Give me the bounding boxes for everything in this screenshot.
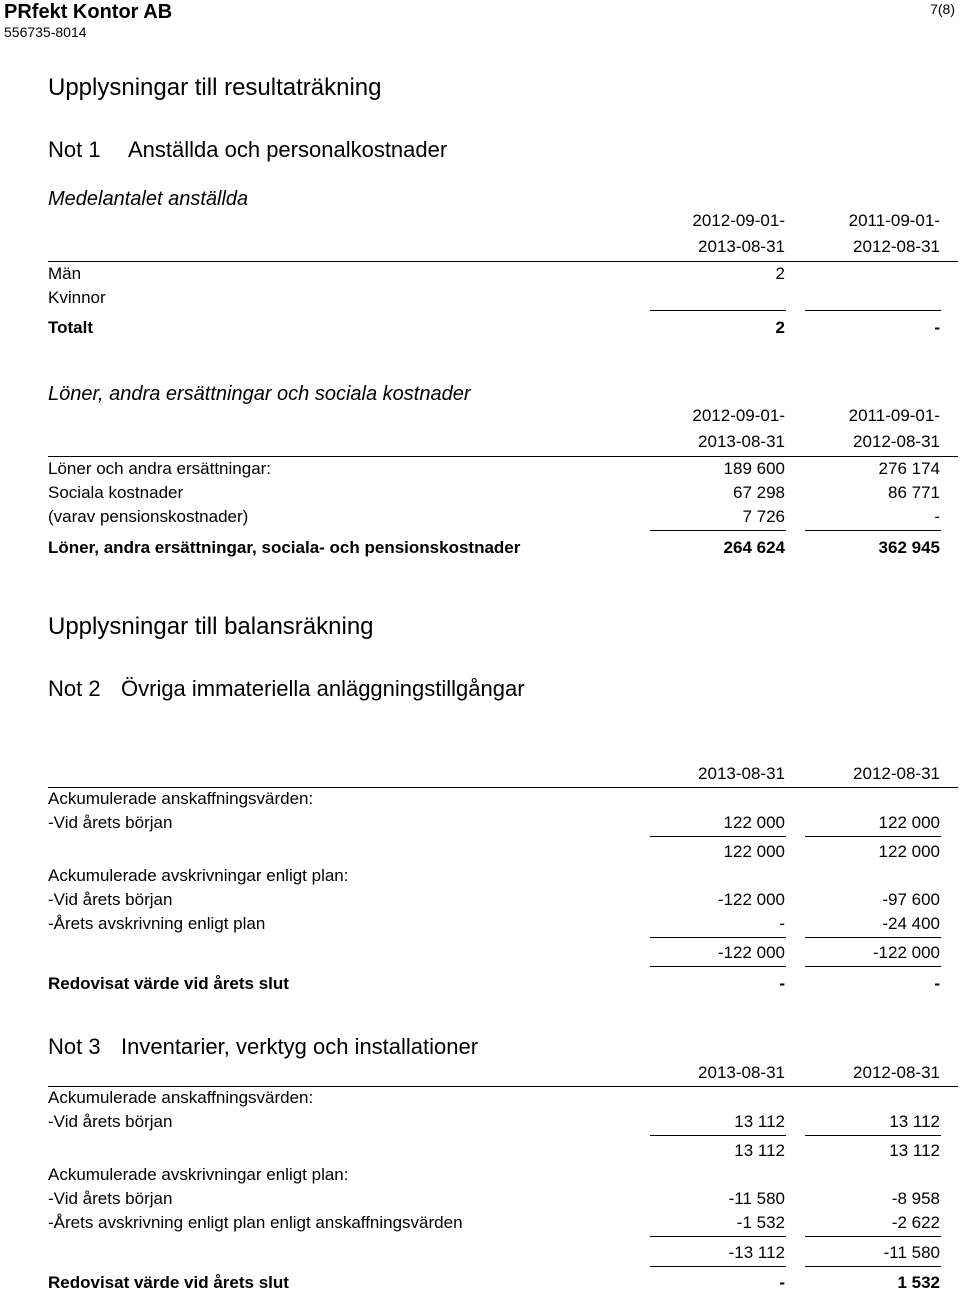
employees-total-value: - <box>934 318 940 337</box>
note2-dep-row-label: -Årets avskrivning enligt plan <box>48 914 266 933</box>
salaries-col1-line2: 2013-08-31 <box>698 432 785 451</box>
note3-acq-label: Ackumulerade anskaffningsvärden: <box>48 1088 314 1107</box>
note2-col2-header: 2012-08-31 <box>853 764 940 783</box>
salaries-col2-line2: 2012-08-31 <box>853 432 940 451</box>
employees-row-label: Män <box>48 264 82 283</box>
employees-row-value: 2 <box>775 264 785 283</box>
note2-result-value: - <box>779 974 785 993</box>
employees-sum-rule <box>650 310 786 311</box>
note2-dep-row-label: -Vid årets början <box>48 890 173 909</box>
note2-dep-sum-rule <box>805 937 941 938</box>
note2-acq-sum-rule <box>805 836 941 837</box>
note3-dep-sum-rule <box>650 1236 786 1237</box>
note2-acq-sum: 122 000 <box>878 842 940 861</box>
salaries-row-label: Sociala kostnader <box>48 483 184 502</box>
note3-col2-header: 2012-08-31 <box>853 1063 940 1082</box>
salaries-row-label: Löner och andra ersättningar: <box>48 459 272 478</box>
note3-dep-row-value: -2 622 <box>891 1213 940 1232</box>
note3-number: Not 3 <box>48 1034 101 1059</box>
note2-number: Not 2 <box>48 676 101 701</box>
note2-dep-row-value: -122 000 <box>717 890 785 909</box>
note2-dep-row-value: - <box>779 914 785 933</box>
note3-result-rule <box>805 1266 941 1267</box>
salaries-row-value: 276 174 <box>878 459 940 478</box>
salaries-row-label: (varav pensionskostnader) <box>48 507 249 526</box>
note3-acq-row-label: -Vid årets början <box>48 1112 173 1131</box>
note3-dep-row-value: -11 580 <box>728 1189 785 1208</box>
employees-col2-line2: 2012-08-31 <box>853 237 940 256</box>
note2-acq-row-label: -Vid årets början <box>48 813 173 832</box>
employees-col1-line2: 2013-08-31 <box>698 237 785 256</box>
salaries-col1-line1: 2012-09-01- <box>692 406 785 425</box>
income-statement-title: Upplysningar till resultaträkning <box>48 74 382 101</box>
note2-acq-sum: 122 000 <box>723 842 785 861</box>
note2-dep-row-value: -97 600 <box>882 890 940 909</box>
note2-acq-row-value: 122 000 <box>878 813 940 832</box>
salaries-sum-rule <box>805 530 941 531</box>
note3-dep-sum: -11 580 <box>883 1243 940 1262</box>
salaries-total-value: 264 624 <box>723 538 785 557</box>
employees-total-label: Totalt <box>48 318 94 337</box>
note1-number: Not 1 <box>48 137 101 162</box>
note3-dep-row-value: -1 532 <box>736 1213 785 1232</box>
note1-title: Anställda och personalkostnader <box>128 137 448 162</box>
salaries-header-rule <box>48 456 958 457</box>
salaries-row-value: 86 771 <box>888 483 940 502</box>
note3-dep-row-label: -Vid årets början <box>48 1189 173 1208</box>
salaries-row-value: 67 298 <box>733 483 785 502</box>
note3-result-value: - <box>779 1273 785 1292</box>
note2-title: Övriga immateriella anläggningstillgångar <box>121 676 525 701</box>
note3-acq-row-value: 13 112 <box>889 1112 940 1131</box>
company-name: PRfekt Kontor AB <box>4 1 173 23</box>
note3-result-label: Redovisat värde vid årets slut <box>48 1273 289 1292</box>
note2-dep-label: Ackumulerade avskrivningar enligt plan: <box>48 866 349 885</box>
note2-acq-row-value: 122 000 <box>723 813 785 832</box>
salaries-row-value: 189 600 <box>723 459 785 478</box>
note2-dep-sum-rule <box>650 937 786 938</box>
note3-acq-sum: 13 112 <box>889 1141 940 1160</box>
note3-acq-row-value: 13 112 <box>734 1112 785 1131</box>
employees-col1-line1: 2012-09-01- <box>692 211 785 230</box>
note3-dep-row-label: -Årets avskrivning enligt plan enligt anskaffningsvärden <box>48 1213 463 1232</box>
note3-acq-sum-rule <box>805 1135 941 1136</box>
note3-header-rule <box>48 1086 958 1087</box>
note3-acq-sum: 13 112 <box>734 1141 785 1160</box>
note2-header-rule <box>48 787 958 788</box>
note2-result-rule <box>650 966 786 967</box>
balance-sheet-title: Upplysningar till balansräkning <box>48 613 374 640</box>
note2-result-label: Redovisat värde vid årets slut <box>48 974 289 993</box>
employees-sum-rule <box>805 310 941 311</box>
note2-dep-sum: -122 000 <box>872 943 940 962</box>
note2-col1-header: 2013-08-31 <box>698 764 785 783</box>
note2-dep-sum: -122 000 <box>717 943 785 962</box>
salaries-row-value: 7 726 <box>742 507 785 526</box>
note3-result-value: 1 532 <box>897 1273 940 1292</box>
salaries-total-value: 362 945 <box>878 538 940 557</box>
employees-col2-line1: 2011-09-01- <box>848 211 940 230</box>
note2-acq-sum-rule <box>650 836 786 837</box>
salaries-sum-rule <box>650 530 786 531</box>
note2-result-value: - <box>934 974 940 993</box>
note3-result-rule <box>650 1266 786 1267</box>
employees-total-value: 2 <box>775 318 785 337</box>
note3-col1-header: 2013-08-31 <box>698 1063 785 1082</box>
note2-acq-label: Ackumulerade anskaffningsvärden: <box>48 789 314 808</box>
note2-dep-row-value: -24 400 <box>882 914 940 933</box>
employees-title: Medelantalet anställda <box>48 188 249 210</box>
org-number: 556735-8014 <box>4 24 87 40</box>
note3-dep-sum-rule <box>805 1236 941 1237</box>
note3-dep-row-value: -8 958 <box>891 1189 940 1208</box>
note3-dep-label: Ackumulerade avskrivningar enligt plan: <box>48 1165 349 1184</box>
salaries-title: Löner, andra ersättningar och sociala kostnader <box>48 383 471 405</box>
page-number: 7(8) <box>930 1 955 17</box>
salaries-total-label: Löner, andra ersättningar, sociala- och pensionskostnader <box>48 538 521 557</box>
salaries-col2-line1: 2011-09-01- <box>848 406 940 425</box>
employees-row-label: Kvinnor <box>48 288 106 307</box>
note2-result-rule <box>805 966 941 967</box>
note3-acq-sum-rule <box>650 1135 786 1136</box>
note3-title: Inventarier, verktyg och installationer <box>121 1034 479 1059</box>
salaries-row-value: - <box>934 507 940 526</box>
note3-dep-sum: -13 112 <box>728 1243 785 1262</box>
employees-header-rule <box>48 261 958 262</box>
